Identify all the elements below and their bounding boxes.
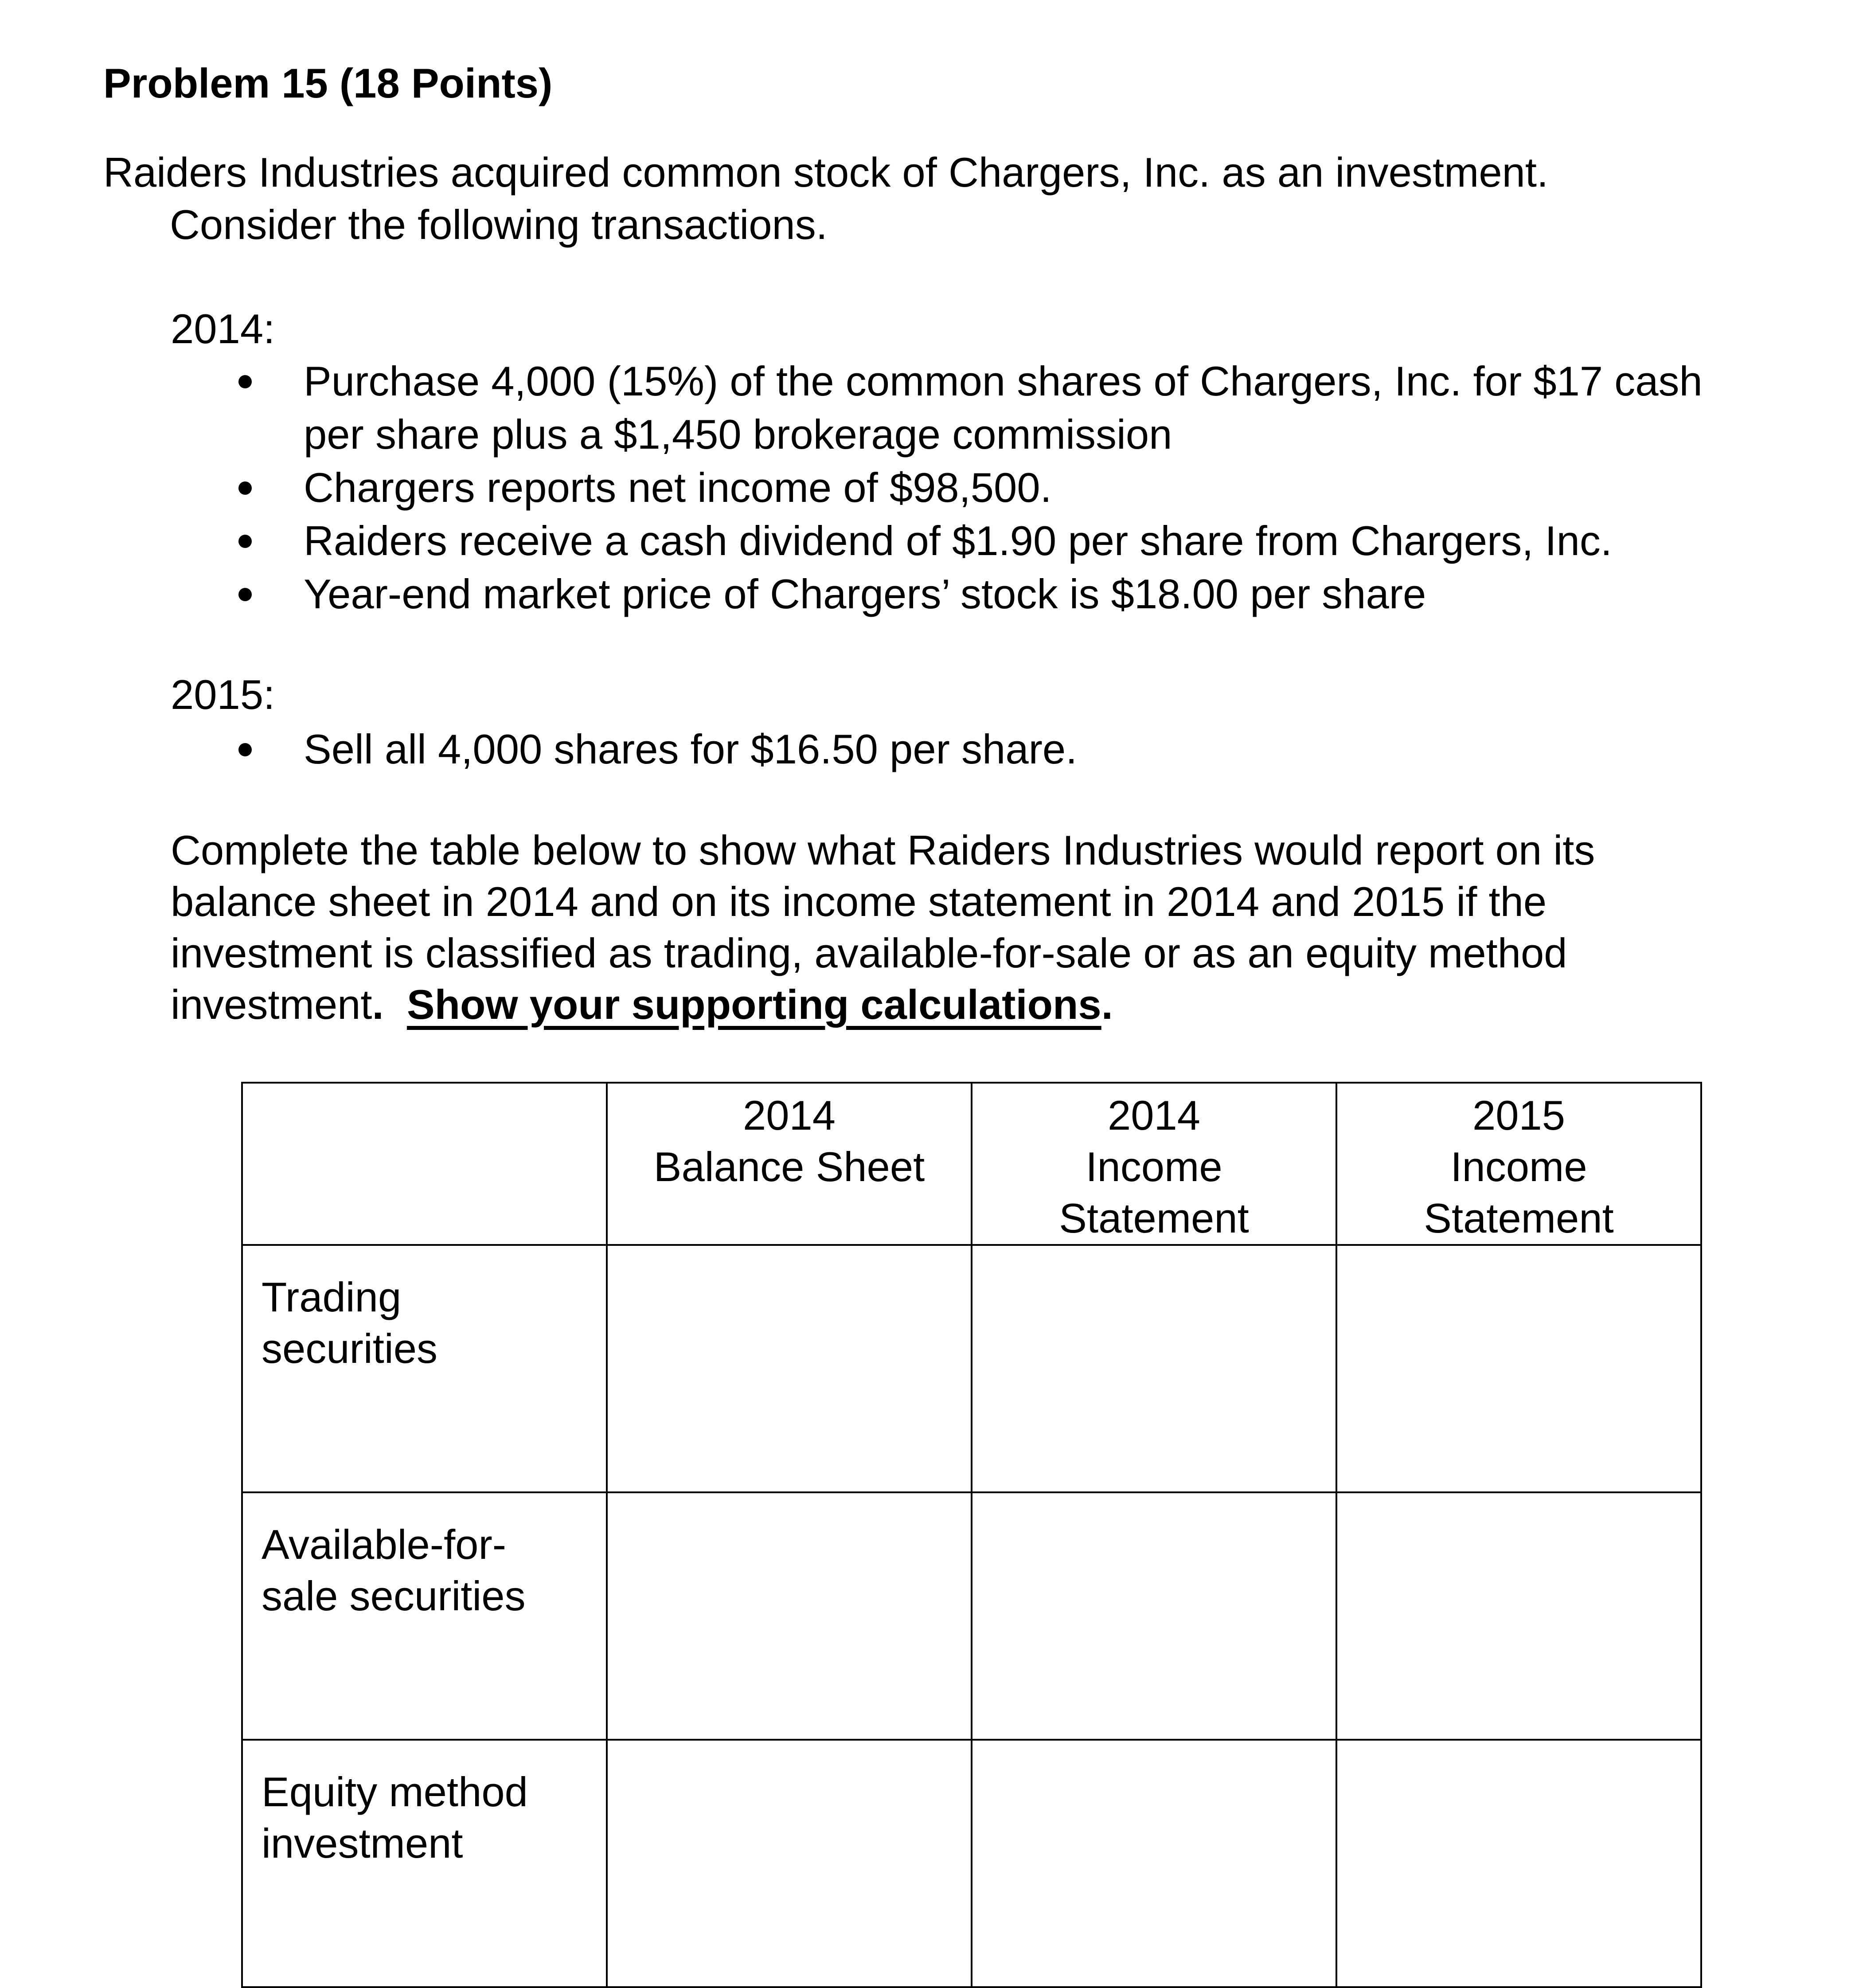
list-item	[171, 567, 1811, 621]
bullet-text: Year-end market price of Chargers’ stock is $18.00 per share	[304, 571, 1426, 617]
table-row	[242, 1245, 1701, 1492]
answer-cell-trading-2015-income-statement[interactable]	[1336, 1245, 1701, 1492]
instructions-line-2: balance sheet in 2014 and on its income statement in 2014 and 2015 if the	[171, 878, 1547, 925]
bullet-text-continued: per share plus a $1,450 brokerage commission	[304, 411, 1172, 458]
year-2014-label: 2014:	[171, 305, 275, 352]
intro-line-1: Raiders Industries acquired common stock of Chargers, Inc. as an investment.	[103, 149, 1549, 196]
row-label-trading	[242, 1245, 607, 1492]
intro-line-2: Consider the following transactions.	[170, 201, 828, 248]
bullet-text: Sell all 4,000 shares for $16.50 per share.	[304, 726, 1078, 772]
header-line: 2014	[742, 1092, 836, 1139]
answer-cell-afs-2014-income-statement[interactable]	[972, 1492, 1336, 1740]
bullet-icon	[238, 481, 252, 495]
year-2015-transactions	[171, 723, 1811, 776]
problem-title: Problem 15 (18 Points)	[103, 60, 553, 106]
answer-cell-equity-2014-balance-sheet[interactable]	[607, 1740, 972, 1987]
instructions-line-3: investment is classified as trading, available-for-sale or as an equity method	[171, 930, 1567, 976]
header-2015-income-statement	[1336, 1083, 1701, 1245]
bullet-icon	[238, 535, 252, 548]
bullet-text: Chargers reports net income of $98,500.	[304, 464, 1052, 511]
header-line: Statement	[1059, 1195, 1249, 1241]
answer-table	[241, 1082, 1702, 1988]
bullet-icon	[238, 743, 252, 756]
year-2014-transactions	[171, 355, 1811, 621]
instructions-line-4	[171, 979, 1722, 1030]
row-label-line: Equity method	[262, 1769, 528, 1815]
answer-cell-equity-2014-income-statement[interactable]	[972, 1740, 1336, 1987]
header-blank	[242, 1083, 607, 1245]
instructions-paragraph	[171, 825, 1722, 1030]
instructions-period: .	[372, 981, 384, 1028]
bullet-text: Purchase 4,000 (15%) of the common shares of Chargers, Inc. for $17 cash	[304, 358, 1703, 404]
instructions-line-4-text: investment	[171, 981, 372, 1028]
answer-cell-afs-2015-income-statement[interactable]	[1336, 1492, 1701, 1740]
list-item	[171, 461, 1811, 514]
header-line: 2015	[1472, 1092, 1566, 1139]
list-item	[171, 355, 1811, 461]
row-label-line: Available-for-	[262, 1521, 507, 1568]
header-2014-income-statement	[972, 1083, 1336, 1245]
instructions-end-period: .	[1101, 981, 1113, 1028]
answer-cell-afs-2014-balance-sheet[interactable]	[607, 1492, 972, 1740]
table-header-row	[242, 1083, 1701, 1245]
list-item	[171, 723, 1811, 776]
supporting-calculations-note: Show your supporting calculations	[406, 981, 1101, 1028]
header-line: Statement	[1424, 1195, 1614, 1241]
header-2014-balance-sheet	[607, 1083, 972, 1245]
row-label-line: securities	[262, 1325, 438, 1372]
table-row	[242, 1740, 1701, 1987]
row-label-available-for-sale	[242, 1492, 607, 1740]
row-label-line: investment	[262, 1820, 463, 1867]
header-line: Income	[1086, 1143, 1222, 1190]
row-label-equity-method	[242, 1740, 607, 1987]
bullet-text: Raiders receive a cash dividend of $1.90 per share from Chargers, Inc.	[304, 517, 1613, 564]
header-line: Balance Sheet	[653, 1143, 925, 1190]
list-item	[171, 514, 1811, 567]
answer-cell-equity-2015-income-statement[interactable]	[1336, 1740, 1701, 1987]
bullet-icon	[238, 588, 252, 601]
row-label-line: sale securities	[262, 1573, 526, 1619]
answer-cell-trading-2014-balance-sheet[interactable]	[607, 1245, 972, 1492]
table-row	[242, 1492, 1701, 1740]
instructions-line-1: Complete the table below to show what Raiders Industries would report on its	[171, 827, 1595, 873]
header-line: 2014	[1107, 1092, 1201, 1139]
header-line: Income	[1450, 1143, 1587, 1190]
answer-cell-trading-2014-income-statement[interactable]	[972, 1245, 1336, 1492]
intro-paragraph	[103, 146, 1788, 251]
year-2015-label: 2015:	[171, 671, 275, 718]
row-label-line: Trading	[262, 1274, 402, 1320]
bullet-icon	[238, 375, 252, 388]
